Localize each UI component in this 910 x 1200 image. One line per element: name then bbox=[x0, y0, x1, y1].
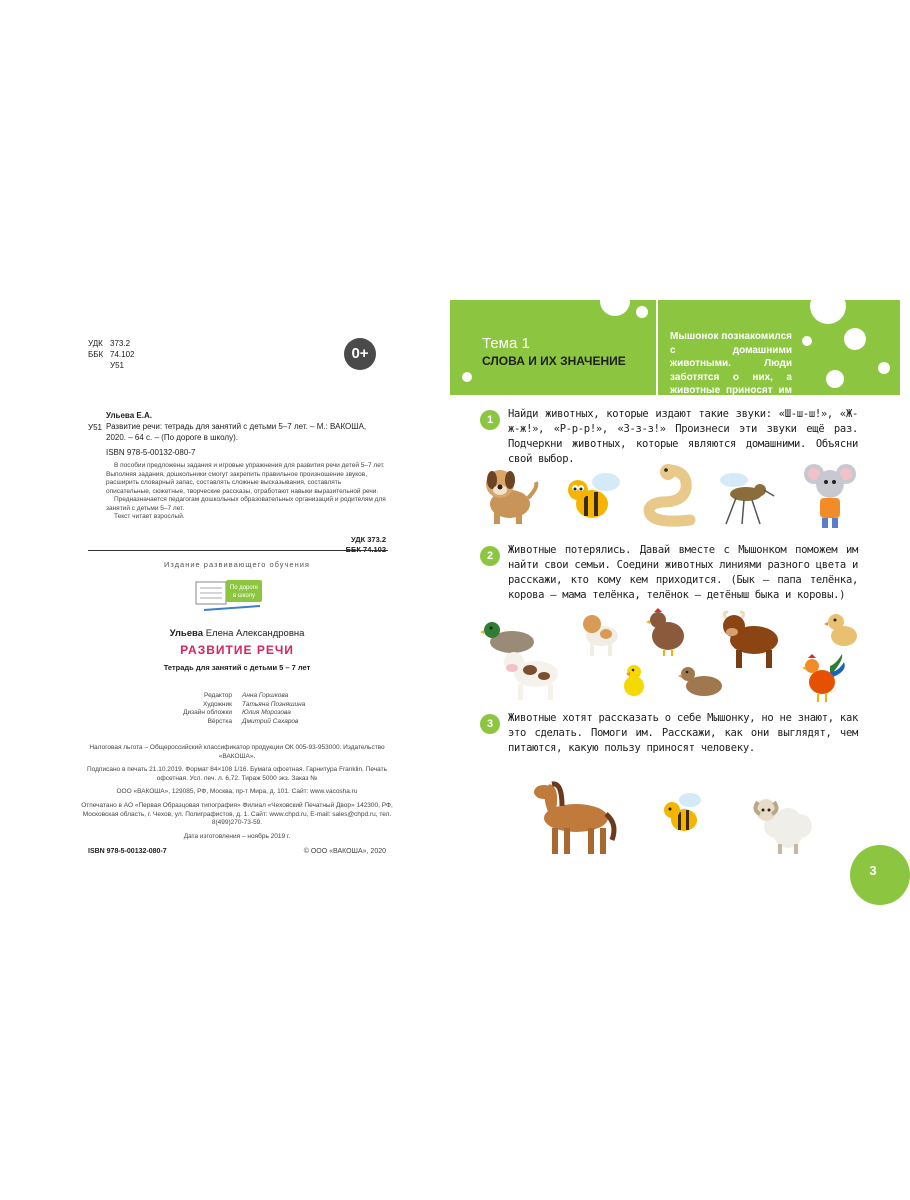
credit-name: Татьяна Позняшина bbox=[242, 700, 306, 708]
task-number: 3 bbox=[480, 714, 500, 734]
drake-picture bbox=[678, 660, 726, 702]
duckling-picture bbox=[824, 610, 860, 650]
horse-picture bbox=[522, 778, 622, 858]
credit-role: Редактор bbox=[204, 692, 232, 699]
calf-picture bbox=[578, 610, 622, 658]
bibliographic-record bbox=[88, 410, 386, 443]
annotation-paragraph: Текст читает взрослый. bbox=[114, 513, 185, 520]
bubble-decor bbox=[600, 286, 630, 316]
lesson-page bbox=[450, 300, 900, 900]
theme-title: СЛОВА И ИХ ЗНАЧЕНИЕ bbox=[482, 354, 626, 368]
series-logo-text: По дороге bbox=[229, 585, 259, 591]
isbn: ISBN 978-5-00132-080-7 bbox=[106, 448, 196, 457]
annotation-paragraph: Предназначается педагогам дошкольных образовательных организаций и родителям для занятий с детьми 5–7 лет. bbox=[106, 496, 386, 512]
bubble-decor bbox=[878, 362, 890, 374]
bbk-label: ББК bbox=[88, 350, 104, 359]
rooster-picture bbox=[796, 650, 848, 704]
chick-picture bbox=[620, 662, 648, 700]
imprint-paragraph: Дата изготовления – ноябрь 2019 г. bbox=[183, 832, 291, 840]
page-number: 3 bbox=[850, 845, 910, 905]
imprint-paragraph: Отпечатано в АО «Первая Образцовая типография» Филиал «Чеховский Печатный Двор» 142300, РФ, Московская область, г. Чехов, ул. Полиграфистов, д. 1. Сайт: www.chpd.ru, E-mail: sales@chpd.ru, тел. 8(499)270-73-59. bbox=[81, 801, 393, 827]
udk-label: УДК bbox=[88, 339, 103, 348]
classification-codes-bold bbox=[346, 535, 386, 555]
credit-name: Юлия Морозова bbox=[242, 709, 291, 716]
divider bbox=[88, 550, 388, 551]
bubble-decor bbox=[636, 306, 648, 318]
annotation bbox=[106, 462, 386, 522]
imprint-details bbox=[72, 744, 402, 846]
imprint-paragraph: ООО «ВАКОША», 129085, РФ, Москва, пр-т Мира, д. 101. Сайт: www.vacosha.ru bbox=[116, 788, 358, 796]
biblio-description: Развитие речи: тетрадь для занятий с детьми 5–7 лет. – М.: ВАКОША, 2020. – 64 с. – (По дороге в школу). bbox=[106, 422, 367, 442]
sheep-picture bbox=[748, 790, 818, 856]
mosquito-picture bbox=[714, 466, 776, 526]
imprint-paragraph: Налоговая льгота – Общероссийский классификатор продукции ОК 005-93-953000. Издательство «ВАКОША». bbox=[89, 744, 385, 760]
task-number: 1 bbox=[480, 410, 500, 430]
task-text: Животные потерялись. Давай вместе с Мышонком поможем им найти свои семьи. Соедини животных линиями разного цвета и расскажи, кто кому кем приходится. (Бык – папа телёнка, корова – мама телёнка, телёнок – детёныш быка и коровы.) bbox=[508, 544, 858, 601]
author-mark: У51 bbox=[110, 361, 124, 370]
edition-type: Издание развивающего обучения bbox=[164, 560, 310, 569]
author-full bbox=[72, 628, 402, 639]
credit-role: Дизайн обложки bbox=[183, 709, 232, 716]
snake-picture bbox=[640, 462, 700, 528]
imprint-page bbox=[72, 300, 402, 900]
task-number: 2 bbox=[480, 546, 500, 566]
author-short: Ульева Е.А. bbox=[106, 411, 152, 420]
bubble-decor bbox=[462, 372, 472, 382]
bubble-decor bbox=[826, 370, 844, 388]
credits bbox=[180, 692, 305, 726]
mouse-picture bbox=[804, 460, 860, 530]
bubble-decor bbox=[810, 288, 846, 324]
bubble-decor bbox=[844, 328, 866, 350]
isbn-footer: ISBN 978-5-00132-080-7 bbox=[88, 848, 167, 855]
bull-picture bbox=[718, 608, 784, 670]
theme-header bbox=[450, 300, 900, 410]
theme-intro: Мышонок познакомился с домашними животными. Люди заботятся о них, а животные приносят им пользу. bbox=[670, 331, 792, 410]
hen-picture bbox=[644, 606, 688, 658]
annotation-paragraph: В пособии предложены задания и игровые упражнения для развития речи детей 5–7 лет. Выполняя задания, дошкольники смогут закрепить правильное произношение звуков, расширить словарный запас, составлять сложные высказывания, составлять описательные, сюжетные, творческие рассказы, отработают навыки выразительной речи. bbox=[106, 462, 385, 495]
udk-value: 373.2 bbox=[110, 339, 131, 348]
bee-picture bbox=[562, 468, 628, 528]
dog-picture bbox=[478, 464, 544, 528]
imprint-paragraph: Подписано в печать 21.10.2019. Формат 84×108 1/16. Бумага офсетная. Гарнитура Franklin. Печать офсетная. Усл. печ. л. 6,72. Тираж 5000 экз. Заказ № bbox=[87, 766, 387, 782]
author-code: У51 bbox=[88, 423, 102, 432]
task-text: Животные хотят рассказать о себе Мышонку, но не знают, как это сделать. Помоги им. Расскажи, как они выглядят, чем питаются, какую пользу приносят человеку. bbox=[508, 712, 858, 754]
author-name: Елена Александровна bbox=[205, 628, 305, 639]
credit-role: Художник bbox=[203, 700, 232, 708]
book-title: РАЗВИТИЕ РЕЧИ bbox=[180, 643, 294, 657]
bee-picture bbox=[660, 788, 710, 842]
credit-name: Анна Горшкова bbox=[242, 692, 289, 699]
credit-role: Вёрстка bbox=[207, 717, 232, 725]
copyright: © ООО «ВАКОША», 2020 bbox=[303, 848, 386, 855]
age-rating-badge: 0+ bbox=[344, 338, 376, 370]
classification-codes bbox=[88, 338, 183, 371]
book-subtitle: Тетрадь для занятий с детьми 5 – 7 лет bbox=[163, 663, 311, 672]
bubble-decor bbox=[802, 336, 812, 346]
author-surname: Ульева bbox=[169, 628, 204, 639]
credit-name: Дмитрий Сахаров bbox=[242, 717, 299, 725]
udk-code: УДК 373.2 bbox=[350, 535, 386, 544]
bbk-value: 74.102 bbox=[110, 350, 135, 359]
cow-picture bbox=[502, 646, 564, 702]
header-divider bbox=[656, 300, 658, 395]
task-text: Найди животных, которые издают такие звуки: «Ш-ш-ш!», «Ж-ж-ж!», «Р-р-р!», «З-з-з!» Произнеси эти звуки ещё раз. Подчеркни животных, которые являются домашними. Объясни свой выбор. bbox=[508, 408, 858, 465]
series-logo-text: в школу bbox=[232, 593, 256, 599]
series-logo bbox=[194, 576, 270, 614]
theme-number: Тема 1 bbox=[482, 335, 530, 352]
